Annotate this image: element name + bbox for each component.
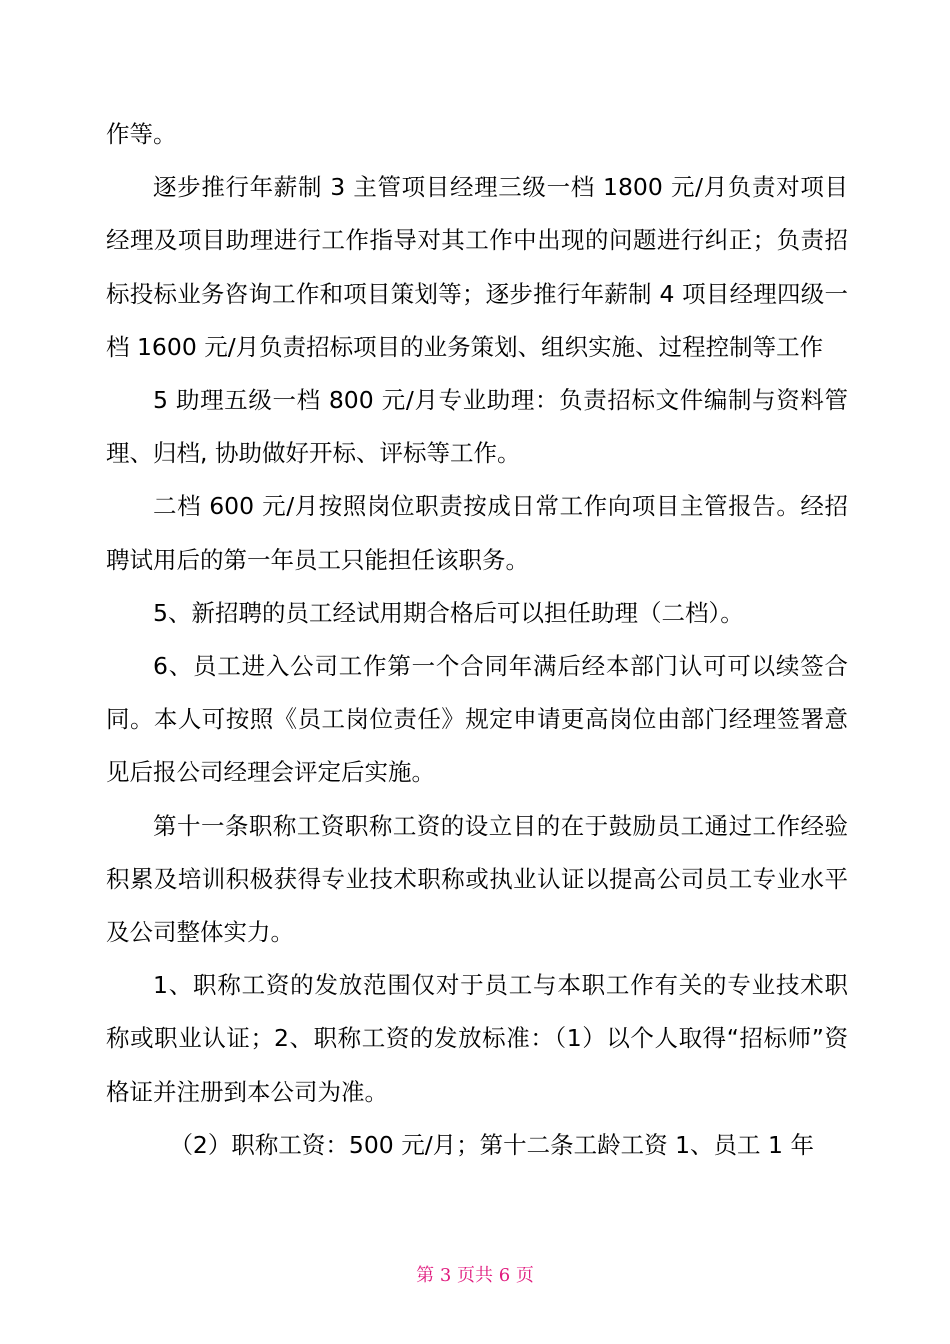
paragraph-7: 第十一条职称工资职称工资的设立目的在于鼓励员工通过工作经验积累及培训积极获得专业技术职称或执业认证以提高公司员工专业水平及公司整体实力。	[106, 811, 848, 947]
paragraph-8: 1、职称工资的发放范围仅对于员工与本职工作有关的专业技术职称或职业认证；2、职称工资的发放标准：（1）以个人取得“招标师”资格证并注册到本公司为准。	[106, 971, 848, 1106]
paragraph-3: 5 助理五级一档 800 元/月专业助理：负责招标文件编制与资料管理、归档, 协助做好开标、评标等工作。	[106, 386, 848, 468]
paragraph-4: 二档 600 元/月按照岗位职责按成日常工作向项目主管报告。经招聘试用后的第一年员工只能担任该职务。	[106, 492, 848, 574]
paragraph-5: 5、新招聘的员工经试用期合格后可以担任助理（二档）。	[153, 598, 744, 627]
paragraph-9: （2）职称工资：500 元/月；第十二条工龄工资 1、员工 1 年	[169, 1130, 814, 1159]
page-number-footer: 第 3 页共 6 页	[416, 1265, 534, 1286]
document-body	[106, 108, 848, 1172]
paragraph-2: 逐步推行年薪制 3 主管项目经理三级一档 1800 元/月负责对项目经理及项目助理进行工作指导对其工作中出现的问题进行纠正；负责招标投标业务咨询工作和项目策划等；逐步推行年薪制 4 项目经理四级一档 1600 元/月负责招标项目的业务策划、组织实施、过程控制等工作	[106, 173, 848, 361]
paragraph-6: 6、员工进入公司工作第一个合同年满后经本部门认可可以续签合同。本人可按照《员工岗位责任》规定申请更高岗位由部门经理签署意见后报公司经理会评定后实施。	[106, 652, 848, 787]
paragraph-1: 作等。	[106, 120, 177, 148]
